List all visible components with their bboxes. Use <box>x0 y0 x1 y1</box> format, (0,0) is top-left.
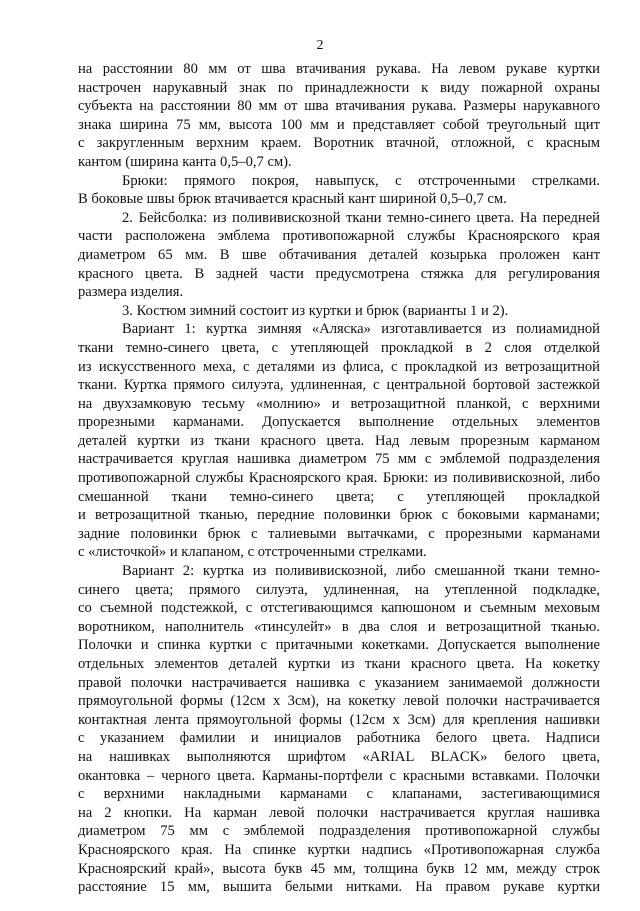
text-line: смешанной ткани темно-синего цвета; с утепляющей прокладкой <box>78 488 600 505</box>
text-line: ткани темно-синего цвета, с утепляющей прокладкой в 2 слоя отделкой <box>78 339 600 356</box>
text-line: настрачивается круглая нашивка диаметром 75 мм с эмблемой подразделения <box>78 451 600 468</box>
text-line: с верхними накладными карманами с клапанами, застегивающимися <box>78 786 600 803</box>
text-line: диаметром 65 мм. В шве обтачивания деталей козырька проложен кант <box>78 246 600 263</box>
text-line: расстояние 15 мм, вышита белыми нитками. На правом рукаве куртки <box>78 879 600 896</box>
text-line: отдельных элементов деталей куртки из ткани красного цвета. На кокетку <box>78 656 600 672</box>
text-line: из искусственного меха, с деталями из флиса, с прокладкой из ветрозащитной <box>78 358 600 375</box>
text-line: настрочен нарукавный знак по принадлежности к виду пожарной охраны <box>78 79 600 96</box>
text-line: Красноярский край», высота букв 45 мм, толщина букв 12 мм, между строк <box>78 860 600 877</box>
text-line: задние половинки брюк с талиевыми вытачками, с прорезными карманами <box>78 525 600 542</box>
text-line: и ветрозащитной тканью, передние половинки брюк с боковыми карманами; <box>78 507 600 524</box>
text-line: с закругленным верхним краем. Воротник втачной, отложной, с красным <box>78 135 600 152</box>
text-line: со съемной подстежкой, с отстегивающимся капюшоном и съемным меховым <box>78 600 600 617</box>
text-line: ткани. Куртка прямого силуэта, удлиненная, с центральной бортовой застежкой <box>78 377 600 394</box>
text-line: кантом (ширина канта 0,5–0,7 см). <box>78 153 292 170</box>
text-line: 3. Костюм зимний состоит из куртки и брюк (варианты 1 и 2). <box>122 302 509 319</box>
text-line: на двухзамковую тесьму «молнию» и ветрозащитной планкой, с верхними <box>78 395 600 412</box>
text-line: 2. Бейсболка: из полививискозной ткани темно-синего цвета. На передней <box>122 209 600 226</box>
text-line: прямоугольной формы (12см х 3см), на кокетку левой полочки настрачивается <box>78 693 600 710</box>
text-line: знака ширина 75 мм, высота 100 мм и представляет собой треугольный щит <box>78 116 600 133</box>
text-line: с «листочкой» и клапаном, с отстроченными стрелками. <box>78 544 427 561</box>
text-line: окантовка – черного цвета. Карманы-портфели с красными вставками. Полочки <box>78 767 600 784</box>
text-line: с указанием фамилии и инициалов работника белого цвета. Надписи <box>78 730 600 747</box>
text-line: прорезными карманами. Допускается выполнение отдельных элементов <box>78 414 600 431</box>
text-line: диаметром 75 мм с эмблемой подразделения противопожарной службы <box>78 823 600 840</box>
text-line: деталей куртки из ткани красного цвета. Над левым прорезным карманом <box>78 432 600 449</box>
text-line: части расположена эмблема противопожарной службы Красноярского края <box>78 228 600 245</box>
text-line: красного цвета. В задней части предусмотрена стяжка для регулирования <box>78 265 600 282</box>
body-text <box>78 60 600 897</box>
text-line: Красноярского края. На спинке куртки надпись «Противопожарная служба <box>78 841 600 858</box>
text-line: Вариант 2: куртка из полививискозной, либо смешанной ткани темно- <box>122 563 600 580</box>
text-line: правой полочки настрачивается нашивка с указанием занимаемой должности <box>78 674 600 691</box>
text-line: синего цвета; прямого силуэта, удлиненная, на утепленной подкладке, <box>78 581 600 598</box>
text-line: размера изделия. <box>78 284 184 301</box>
text-line: субъекта на расстоянии 80 мм от шва втачивания рукава. Размеры нарукавного <box>78 98 600 115</box>
text-line: на 2 кнопки. На карман левой полочки настрачивается круглая нашивка <box>78 804 600 821</box>
text-line: на нашивках выполняются шрифтом «ARIAL BLACK» белого цвета, <box>78 748 600 765</box>
page-number: 2 <box>316 38 324 53</box>
text-line: на расстоянии 80 мм от шва втачивания рукава. На левом рукаве куртки <box>78 61 600 77</box>
text-line: контактная лента прямоугольной формы (12см х 3см) для крепления нашивки <box>78 711 600 728</box>
text-line: Вариант 1: куртка зимняя «Аляска» изготавливается из полиамидной <box>122 321 600 338</box>
text-line: Полочки и спинка куртки с притачными кокетками. Допускается выполнение <box>78 637 600 654</box>
text-line: В боковые швы брюк втачивается красный кант шириной 0,5–0,7 см. <box>78 191 507 208</box>
text-line: противопожарной службы Красноярского края. Брюки: из полививискозной, либо <box>78 470 600 487</box>
text-line: воротником, наполнитель «тинсулейт» в два слоя и ветрозащитной тканью. <box>78 618 600 635</box>
text-line: Брюки: прямого покроя, навыпуск, с отстроченными стрелками. <box>122 172 600 189</box>
